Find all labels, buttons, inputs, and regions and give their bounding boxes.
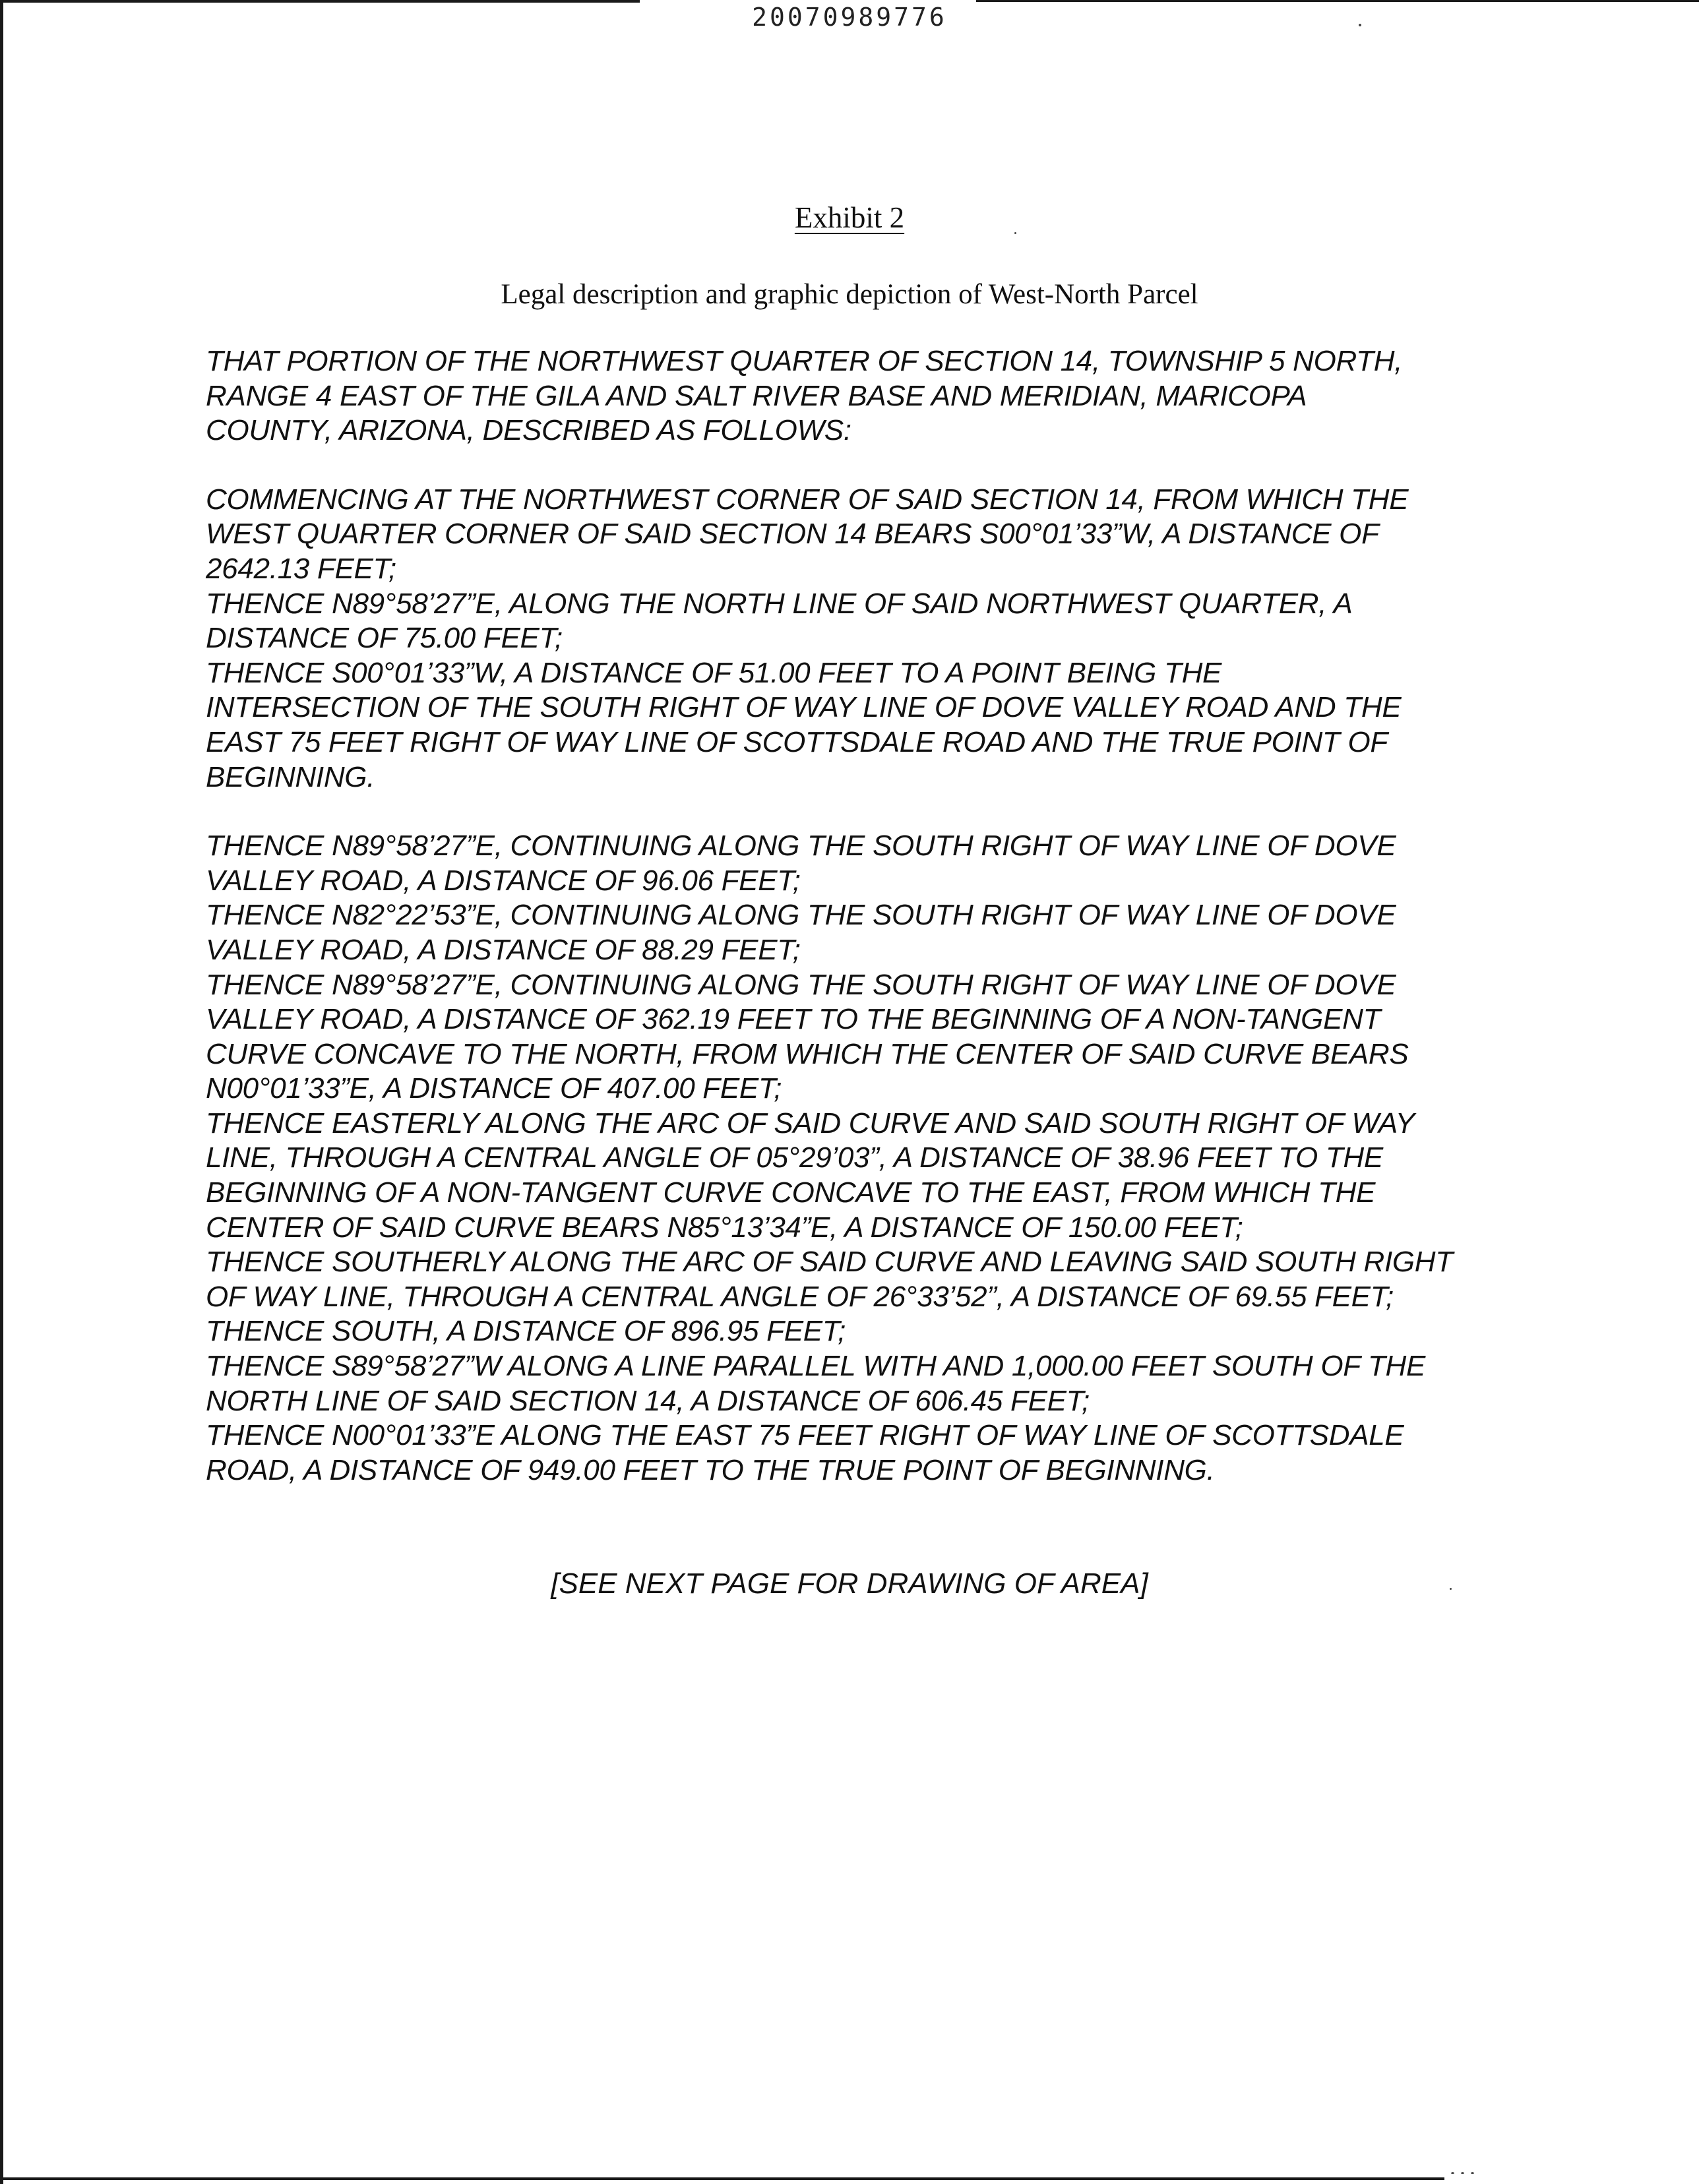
- legal-line: LINE, THROUGH A CENTRAL ANGLE OF 05°29’03”, A DISTANCE OF 38.96 FEET TO THE: [206, 1141, 1383, 1174]
- legal-line: DISTANCE OF 75.00 FEET;: [206, 622, 563, 655]
- legal-line: THENCE N89°58’27”E, CONTINUING ALONG THE SOUTH RIGHT OF WAY LINE OF DOVE: [206, 968, 1396, 1001]
- legal-line: THENCE N89°58’27”E, CONTINUING ALONG THE SOUTH RIGHT OF WAY LINE OF DOVE: [206, 830, 1396, 863]
- legal-line: OF WAY LINE, THROUGH A CENTRAL ANGLE OF 26°33’52”, A DISTANCE OF 69.55 FEET;: [206, 1280, 1394, 1313]
- legal-line: COMMENCING AT THE NORTHWEST CORNER OF SAID SECTION 14, FROM WHICH THE: [206, 483, 1409, 516]
- legal-line: 2642.13 FEET;: [206, 552, 396, 585]
- exhibit-title-block: [0, 200, 1699, 235]
- commencing-paragraph: [206, 483, 1551, 795]
- legal-line: CENTER OF SAID CURVE BEARS N85°13’34”E, A DISTANCE OF 150.00 FEET;: [206, 1211, 1243, 1244]
- legal-line: THENCE N82°22’53”E, CONTINUING ALONG THE SOUTH RIGHT OF WAY LINE OF DOVE: [206, 899, 1396, 932]
- legal-line: THAT PORTION OF THE NORTHWEST QUARTER OF SECTION 14, TOWNSHIP 5 NORTH,: [206, 345, 1403, 377]
- legal-line: VALLEY ROAD, A DISTANCE OF 96.06 FEET;: [206, 864, 801, 897]
- legal-line: THENCE SOUTH, A DISTANCE OF 896.95 FEET;: [206, 1315, 846, 1348]
- legal-line: BEGINNING OF A NON-TANGENT CURVE CONCAVE TO THE EAST, FROM WHICH THE: [206, 1176, 1376, 1209]
- legal-line: INTERSECTION OF THE SOUTH RIGHT OF WAY LINE OF DOVE VALLEY ROAD AND THE: [206, 691, 1402, 724]
- legal-line: COUNTY, ARIZONA, DESCRIBED AS FOLLOWS:: [206, 414, 851, 447]
- exhibit-title: Exhibit 2: [794, 201, 905, 234]
- scan-speck: [1450, 1588, 1452, 1590]
- see-next-page-note: [SEE NEXT PAGE FOR DRAWING OF AREA]: [551, 1567, 1148, 1600]
- courses-paragraph: [206, 829, 1551, 1488]
- legal-line: THENCE S00°01’33”W, A DISTANCE OF 51.00 FEET TO A POINT BEING THE: [206, 656, 1222, 689]
- legal-line: THENCE N00°01’33”E ALONG THE EAST 75 FEET RIGHT OF WAY LINE OF SCOTTSDALE: [206, 1419, 1404, 1452]
- recording-number: 20070989776: [752, 3, 947, 32]
- legal-line: THENCE N89°58’27”E, ALONG THE NORTH LINE OF SAID NORTHWEST QUARTER, A: [206, 587, 1353, 620]
- legal-description: [206, 344, 1551, 1488]
- legal-line: RANGE 4 EAST OF THE GILA AND SALT RIVER BASE AND MERIDIAN, MARICOPA: [206, 379, 1307, 412]
- legal-line: WEST QUARTER CORNER OF SAID SECTION 14 BEARS S00°01’33”W, A DISTANCE OF: [206, 518, 1379, 551]
- legal-line: BEGINNING.: [206, 760, 375, 793]
- exhibit-subtitle: Legal description and graphic depiction of West-North Parcel: [501, 279, 1198, 310]
- scan-border-left: [0, 0, 3, 2184]
- legal-line: THENCE S89°58’27”W ALONG A LINE PARALLEL WITH AND 1,000.00 FEET SOUTH OF THE: [206, 1350, 1426, 1383]
- legal-line: THENCE SOUTHERLY ALONG THE ARC OF SAID CURVE AND LEAVING SAID SOUTH RIGHT: [206, 1246, 1453, 1279]
- scan-speck: [1359, 24, 1361, 26]
- legal-line: N00°01’33”E, A DISTANCE OF 407.00 FEET;: [206, 1072, 782, 1105]
- intro-paragraph: [206, 344, 1551, 448]
- scan-border-top-right: [976, 0, 1699, 2]
- legal-line: CURVE CONCAVE TO THE NORTH, FROM WHICH THE CENTER OF SAID CURVE BEARS: [206, 1037, 1409, 1070]
- legal-line: THENCE EASTERLY ALONG THE ARC OF SAID CURVE AND SAID SOUTH RIGHT OF WAY: [206, 1107, 1415, 1139]
- legal-line: ROAD, A DISTANCE OF 949.00 FEET TO THE TRUE POINT OF BEGINNING.: [206, 1453, 1215, 1486]
- legal-line: EAST 75 FEET RIGHT OF WAY LINE OF SCOTTSDALE ROAD AND THE TRUE POINT OF: [206, 725, 1388, 758]
- scan-speck: [1461, 2172, 1464, 2174]
- legal-line: NORTH LINE OF SAID SECTION 14, A DISTANCE OF 606.45 FEET;: [206, 1384, 1090, 1417]
- legal-line: VALLEY ROAD, A DISTANCE OF 88.29 FEET;: [206, 933, 801, 966]
- scan-border-bottom: [0, 2177, 1444, 2180]
- scan-speck: [1471, 2172, 1474, 2174]
- scan-speck: [1014, 232, 1016, 234]
- legal-line: VALLEY ROAD, A DISTANCE OF 362.19 FEET TO THE BEGINNING OF A NON-TANGENT: [206, 1003, 1381, 1036]
- scan-speck: [1451, 2172, 1454, 2174]
